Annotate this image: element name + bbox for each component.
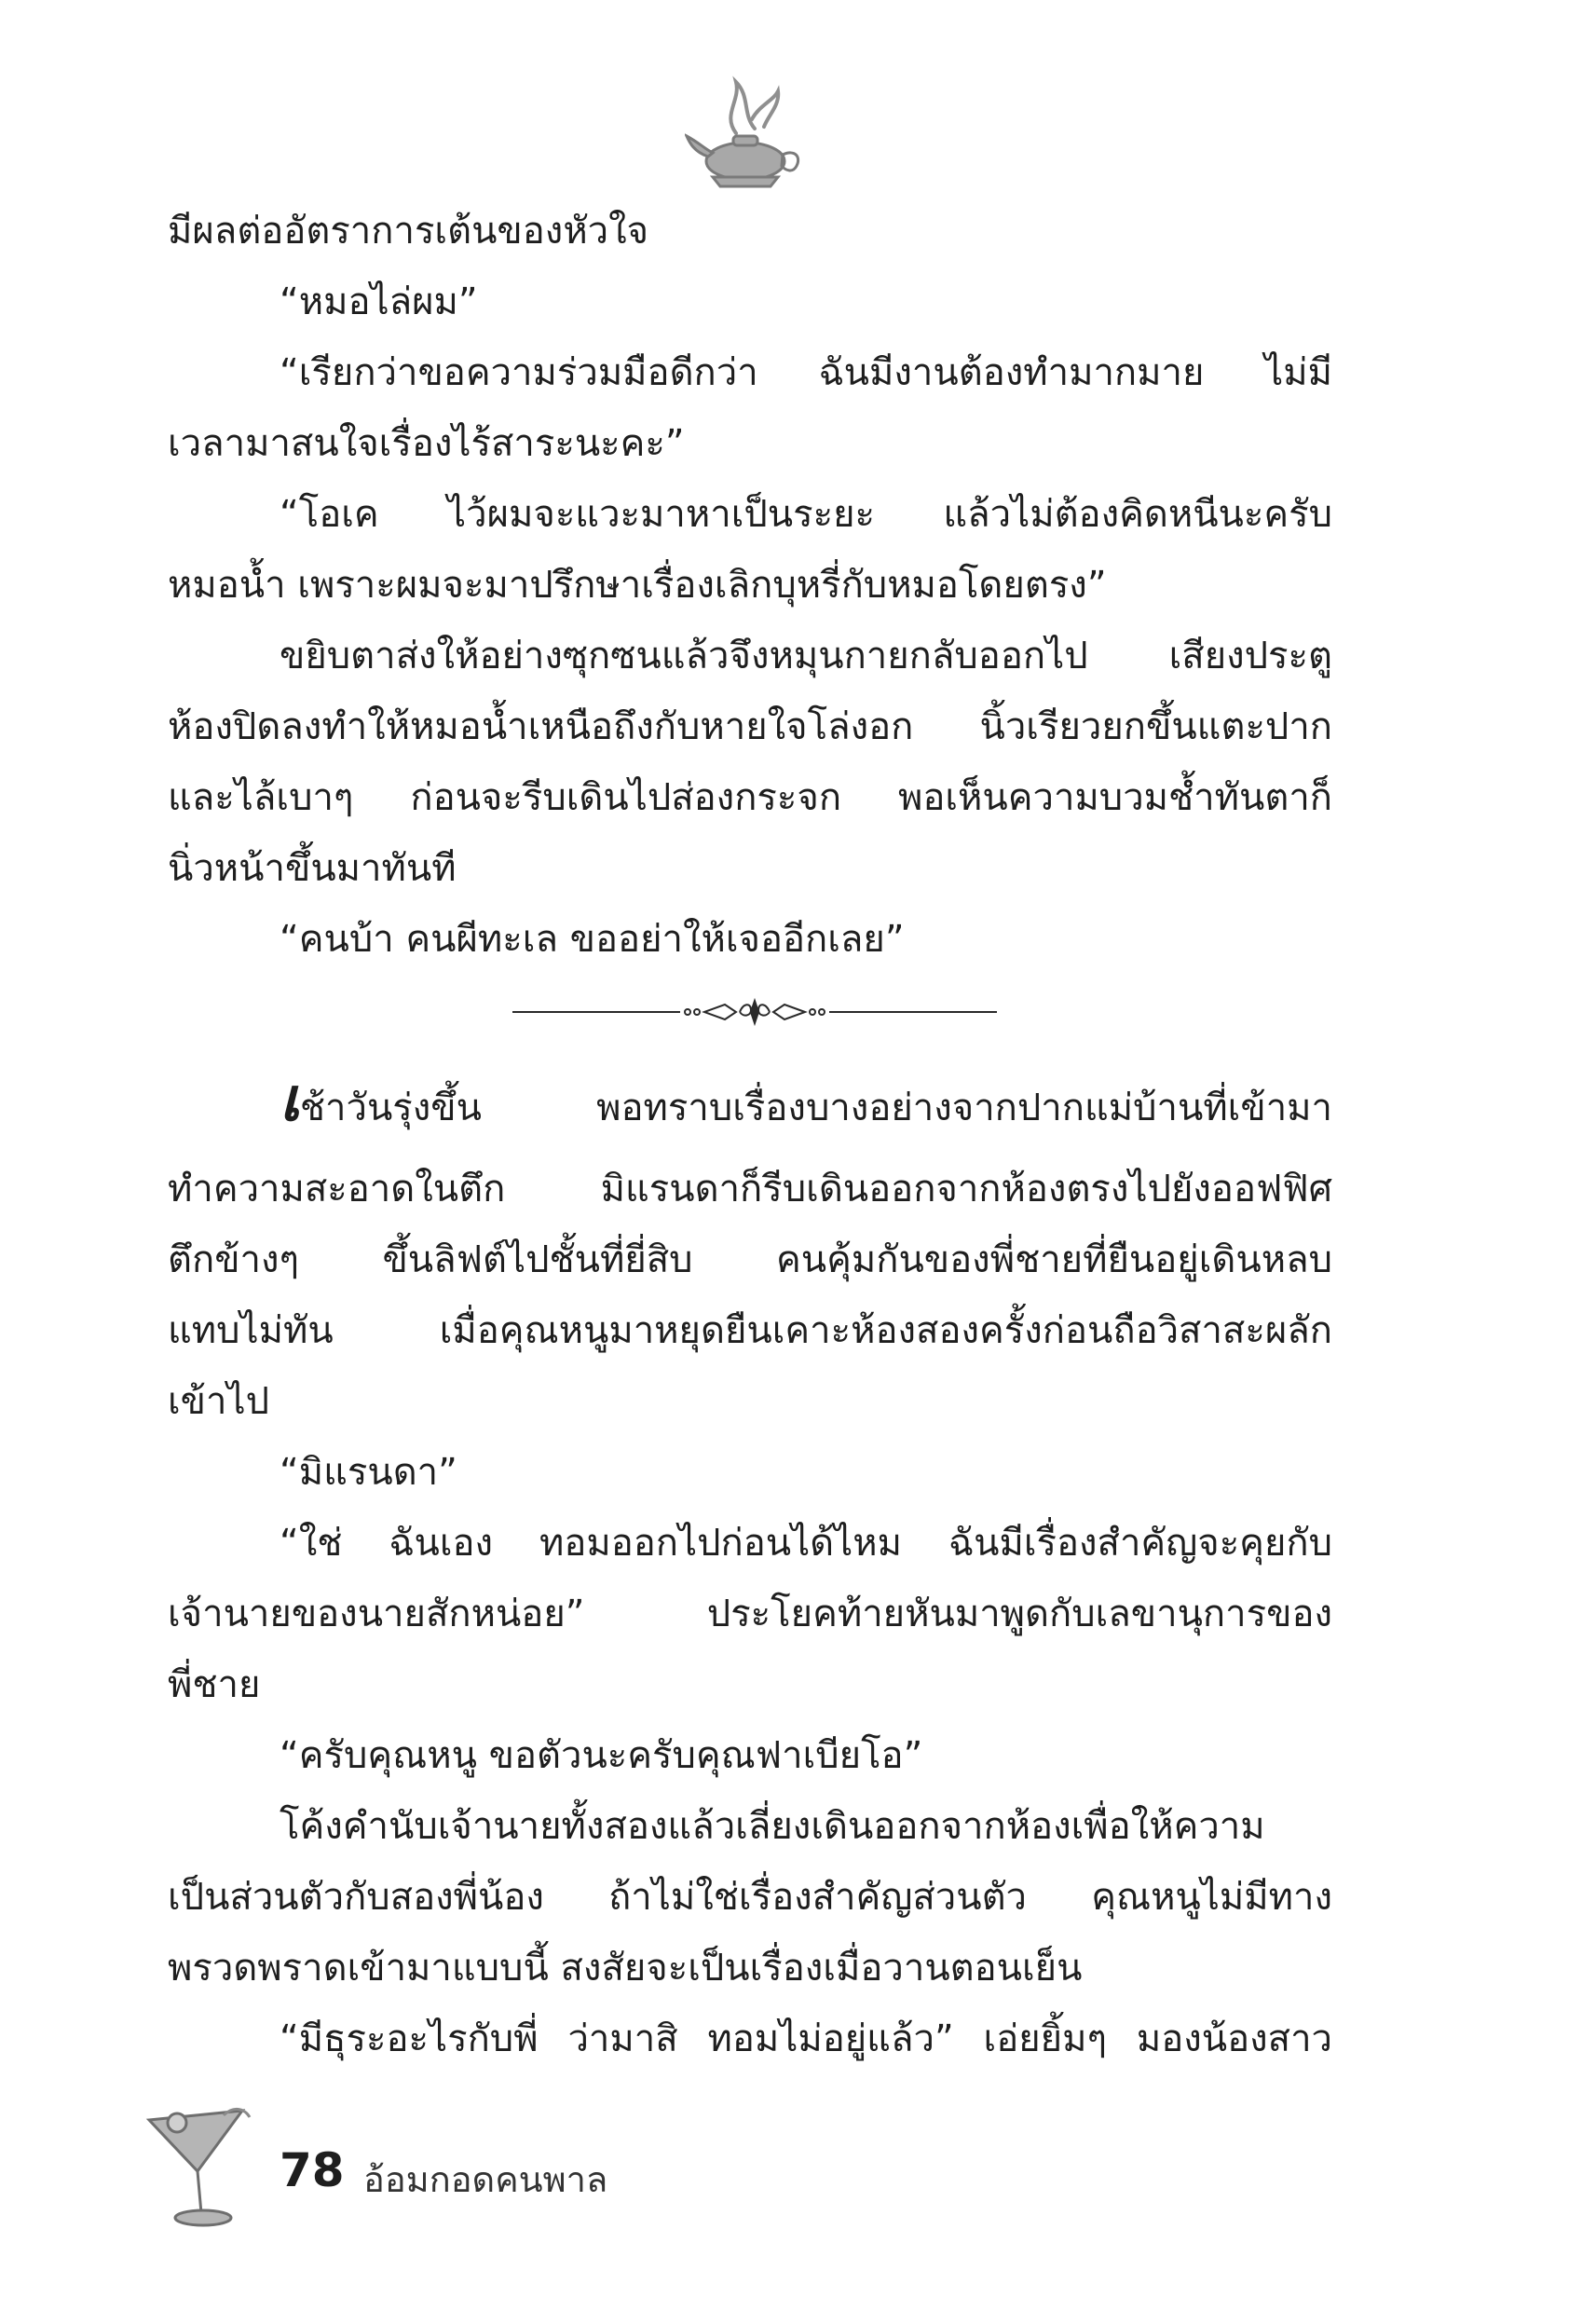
paragraph-line: ขยิบตาส่งให้อย่างซุกซนแล้วจึงหมุนกายกลับออกไป เสียงประตู	[280, 635, 1332, 677]
paragraph-line: ทำความสะอาดในตึก มิแรนดาก็รีบเดินออกจากห้องตรงไปยังออฟฟิศ	[168, 1168, 1332, 1210]
paragraph-line: มีผลต่ออัตราการเต้นของหัวใจ	[168, 210, 649, 253]
paragraph-line: นิ่วหน้าขึ้นมาทันที	[168, 847, 457, 890]
page-body	[168, 196, 1332, 2074]
paragraph-line: “ใช่ ฉันเอง ทอมออกไปก่อนได้ไหม ฉันมีเรื่องสำคัญจะคุยกับ	[280, 1522, 1332, 1565]
paragraph-line: เวลามาสนใจเรื่องไร้สาระนะคะ”	[168, 422, 685, 465]
paragraph-line: “คนบ้า คนผีทะเล ขออย่าให้เจออีกเลย”	[280, 918, 905, 961]
paragraph-line: โค้งคำนับเจ้านายทั้งสองแล้วเลี่ยงเดินออกจากห้องเพื่อให้ความ	[280, 1805, 1265, 1848]
paragraph-line: “เรียกว่าขอความร่วมมือดีกว่า ฉันมีงานต้องทำมากมาย ไม่มี	[280, 351, 1332, 394]
paragraph-line: พรวดพราดเข้ามาแบบนี้ สงสัยจะเป็นเรื่องเมื่อวานตอนเย็น	[168, 1947, 1083, 1990]
teapot-ornament-icon	[685, 63, 806, 203]
page-footer	[140, 2097, 885, 2246]
paragraph-line: “ครับคุณหนู ขอตัวนะครับคุณฟาเบียโอ”	[280, 1734, 923, 1777]
paragraph-line: หมอน้ำ เพราะผมจะมาปรึกษาเรื่องเลิกบุหรี่กับหมอโดยตรง”	[168, 564, 1107, 607]
paragraph-first-line	[168, 1062, 1332, 1154]
paragraph-line: “มิแรนดา”	[280, 1451, 457, 1494]
book-title: อ้อมกอดคนพาล	[363, 2159, 608, 2200]
drop-cap: เ	[280, 1065, 300, 1135]
paragraph-line: ห้องปิดลงทำให้หมอน้ำเหนือถึงกับหายใจโล่งอก นิ้วเรียวยกขึ้นแตะปาก	[168, 705, 1332, 748]
paragraph-line: เป็นส่วนตัวกับสองพี่น้อง ถ้าไม่ใช่เรื่องสำคัญส่วนตัว คุณหนูไม่มีทาง	[168, 1876, 1332, 1919]
paragraph-line: เจ้านายของนายสักหน่อย” ประโยคท้ายหันมาพูดกับเลขานุการของ	[168, 1593, 1332, 1635]
cocktail-glass-icon	[140, 2097, 261, 2236]
flourish-divider-icon	[512, 993, 997, 1031]
page-number: 78	[280, 2143, 345, 2197]
paragraph-line: และไล้เบาๆ ก่อนจะรีบเดินไปส่องกระจก พอเห็นความบวมช้ำทันตาก็	[168, 776, 1332, 819]
paragraph-line: “โอเค ไว้ผมจะแวะมาหาเป็นระยะ แล้วไม่ต้องคิดหนีนะครับ	[280, 493, 1332, 536]
paragraph-line-text: ช้าวันรุ่งขึ้น พอทราบเรื่องบางอย่างจากปากแม่บ้านที่เข้ามา	[299, 1087, 1332, 1129]
paragraph-line: พี่ชาย	[168, 1663, 261, 1706]
paragraph-line: “หมอไล่ผม”	[280, 280, 478, 323]
section-divider	[168, 975, 1332, 1062]
paragraph-line: “มีธุระอะไรกับพี่ ว่ามาสิ ทอมไม่อยู่แล้ว” เอ่ยยิ้มๆ มองน้องสาว	[280, 2017, 1332, 2060]
paragraph-line: เข้าไป	[168, 1380, 269, 1423]
paragraph-line: ตึกข้างๆ ขึ้นลิฟต์ไปชั้นที่ยี่สิบ คนคุ้มกันของพี่ชายที่ยืนอยู่เดินหลบ	[168, 1238, 1332, 1281]
paragraph-line: แทบไม่ทัน เมื่อคุณหนูมาหยุดยืนเคาะห้องสองครั้งก่อนถือวิสาสะผลัก	[168, 1309, 1332, 1352]
